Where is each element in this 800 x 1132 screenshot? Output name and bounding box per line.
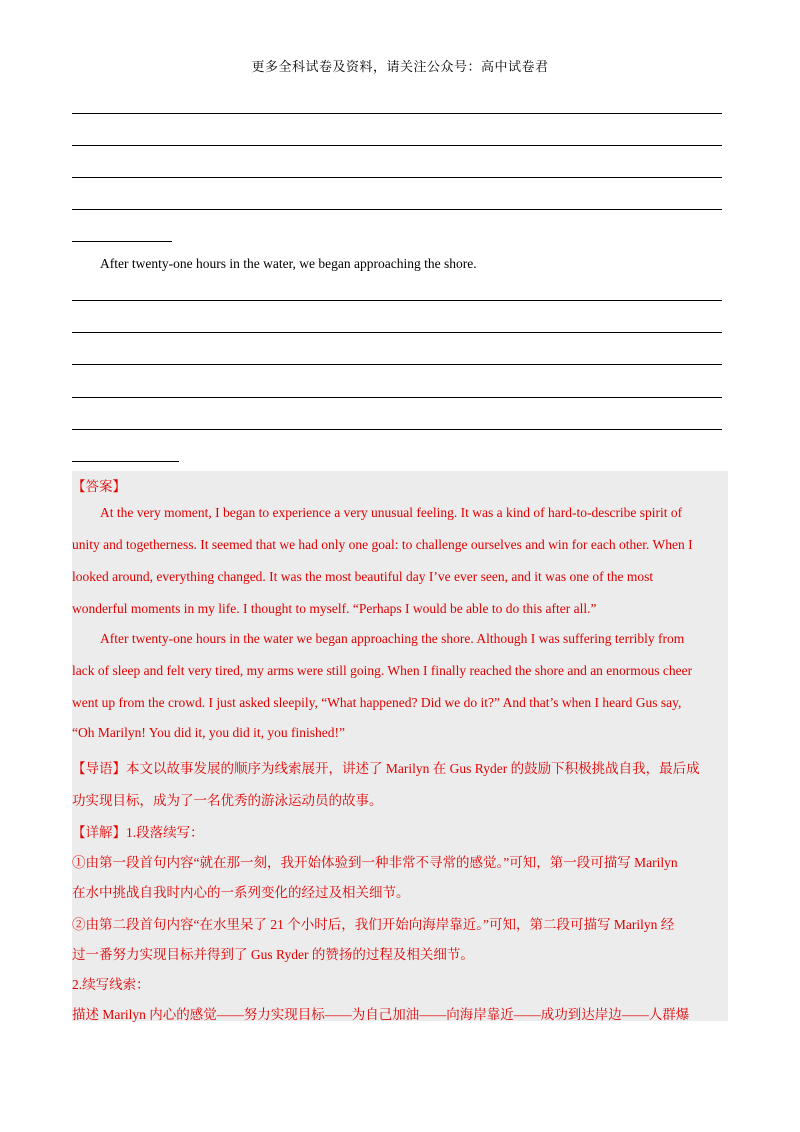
- detail-clue-line: 描述 Marilyn 内心的感觉——努力实现目标——为自己加油——向海岸靠近——成功到达岸边——人群爆: [72, 1007, 690, 1022]
- answer-p2-line: After twenty-one hours in the water we began approaching the shore. Although I was suffering terribly from: [100, 631, 685, 646]
- answer-background: [72, 471, 728, 1021]
- guide-label: 【导语】: [72, 761, 126, 776]
- writing-line-short: [72, 241, 172, 242]
- guide-line: [72, 757, 700, 777]
- answer-p2-line: went up from the crowd. I just asked sleepily, “What happened? Did we do it?” And that’s when I heard Gus say,: [72, 695, 682, 710]
- answer-label: 【答案】: [72, 479, 126, 494]
- answer-p1-line: wonderful moments in my life. I thought to myself. “Perhaps I would be able to do this after all.”: [72, 601, 597, 616]
- writing-line: [72, 209, 722, 210]
- answer-p1-line: At the very moment, I began to experience a very unusual feeling. It was a kind of hard-to-describe spirit of: [100, 505, 683, 520]
- writing-line: [72, 113, 722, 114]
- guide-line: 功实现目标，成为了一名优秀的游泳运动员的故事。: [72, 793, 383, 808]
- answer-p1-line: unity and togetherness. It seemed that we had only one goal: to challenge ourselves and win for each other. When I: [72, 537, 693, 552]
- answer-p2-line: “Oh Marilyn! You did it, you did it, you finished!”: [72, 725, 345, 740]
- writing-line: [72, 429, 722, 430]
- writing-line: [72, 145, 722, 146]
- detail-item1-line: ①由第一段首句内容“就在那一刻，我开始体验到一种非常不寻常的感觉。”可知，第一段可描写 Marilyn: [72, 855, 678, 870]
- writing-line: [72, 332, 722, 333]
- detail-item2-line: 过一番努力实现目标并得到了 Gus Ryder 的赞扬的过程及相关细节。: [72, 947, 474, 962]
- writing-line: [72, 300, 722, 301]
- detail-item1-line: 在水中挑战自我时内心的一系列变化的经过及相关细节。: [72, 885, 410, 900]
- detail-label: 【详解】: [72, 825, 126, 840]
- detail-section1-title: 1.段落续写：: [126, 825, 204, 840]
- writing-line: [72, 397, 722, 398]
- answer-p1-line: looked around, everything changed. It was the most beautiful day I’ve ever seen, and it was one of the most: [72, 569, 654, 584]
- page-header: 更多全科试卷及资料，请关注公众号：高中试卷君: [251, 59, 549, 74]
- detail-section2-title: 2.续写线索：: [72, 977, 150, 992]
- detail-item2-line: ②由第二段首句内容“在水里呆了 21 个小时后，我们开始向海岸靠近。”可知，第二段可描写 Marilyn 经: [72, 917, 675, 932]
- paragraph-two-opening: After twenty-one hours in the water, we began approaching the shore.: [100, 256, 477, 271]
- writing-line: [72, 364, 722, 365]
- answer-p2-line: lack of sleep and felt very tired, my arms were still going. When I finally reached the shore and an enormous cheer: [72, 663, 693, 678]
- writing-line-short: [72, 461, 179, 462]
- guide-text: 本文以故事发展的顺序为线索展开，讲述了 Marilyn 在 Gus Ryder 的鼓励下积极挑战自我，最后成: [126, 761, 700, 776]
- writing-line: [72, 177, 722, 178]
- detail-line: [72, 821, 204, 841]
